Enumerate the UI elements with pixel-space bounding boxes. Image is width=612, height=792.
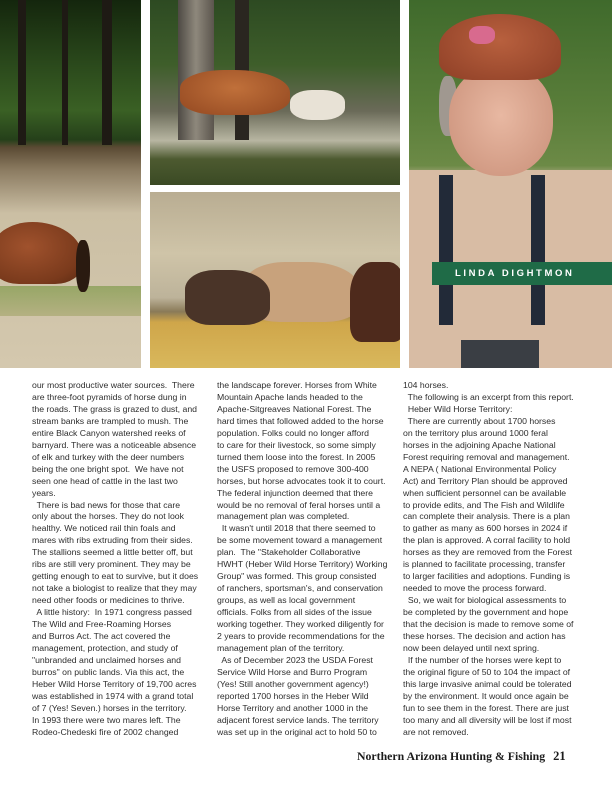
article-text-line: plan. The "Stakeholder Collaborative — [217, 547, 361, 558]
article-text-line: It wasn't until 2018 that there seemed to — [217, 523, 376, 534]
article-text-line: Service Wild Horse and Burro Program — [217, 666, 368, 677]
article-text-line: The stallions seemed a little better off, but — [32, 547, 193, 558]
article-text-line: was established in 1974 with a grand total — [32, 690, 194, 701]
chestnut-horse-and-foal-in-forest-photo — [150, 0, 400, 185]
article-text-line: of elk and turkey with the deer numbers — [32, 451, 185, 462]
article-text-line: mares with ribs extruding from their sides. — [32, 535, 193, 546]
article-text-line: are three-foot pyramids of horse dung in — [32, 391, 187, 402]
article-text-line: not take a biologist to realize that they may — [32, 583, 197, 594]
wild-horse-grazing-photo — [0, 0, 141, 368]
article-text-line: reported 1700 horses in the Heber Wild — [217, 690, 369, 701]
binocular-strap — [439, 175, 453, 325]
article-text-line: horses in the adjoining Apache National — [403, 439, 556, 450]
article-text-line: fun to see them in the forest. There are just — [403, 702, 569, 713]
article-text-line: the USFS proposed to remove 300-400 — [217, 463, 369, 474]
article-text-line: A NEPA ( National Environmental Policy — [403, 463, 557, 474]
article-text-line: hard times that followed added to the horse — [217, 415, 384, 426]
article-text-line: If the number of the horses were kept to — [403, 654, 562, 665]
article-text-line: of ranchers, sportsman's, and conservation — [217, 583, 383, 594]
tree-trunk — [62, 0, 68, 145]
page-number: 21 — [553, 749, 566, 763]
article-column-1 — [32, 380, 204, 739]
article-text-line: management, protection, and study of — [32, 642, 178, 653]
article-text-line: is planned to facilitate processing, transfer — [403, 559, 566, 570]
article-text-line: be completed by the government and hope — [403, 607, 569, 618]
article-text-line: the original figure of 50 to 104 the impact of — [403, 666, 571, 677]
article-text-line: and Burros Act. The act covered the — [32, 631, 171, 642]
article-text-line: be some movement toward a management — [217, 535, 383, 546]
white-foal-figure — [290, 90, 345, 120]
article-text-line: The following is an excerpt from this report. — [403, 391, 574, 402]
article-text-line: "unbranded and unclaimed horses and — [32, 654, 181, 665]
article-text-line: on the territory plus around 1000 feral — [403, 427, 548, 438]
article-text-line: healthy. We noticed rail thin foals and — [32, 523, 176, 534]
author-caption-banner — [432, 262, 612, 285]
article-text-line: by the environment. It would once again be — [403, 690, 569, 701]
article-text-line: burros" on public lands. Via this act, the — [32, 666, 185, 677]
article-text-line: our most productive water sources. There — [32, 380, 195, 390]
publication-name: Northern Arizona Hunting & Fishing — [357, 749, 546, 763]
article-text-line: would be no removal of feral horses until a — [217, 499, 381, 510]
author-name: LINDA DIGHTMON — [455, 268, 575, 279]
article-text-line: to gather as many as 600 horses in 2024 if — [403, 523, 568, 534]
article-text-line: adjacent forest service lands. The territory — [217, 714, 379, 725]
article-column-3 — [403, 380, 593, 739]
horses-at-water-hole-photo — [150, 192, 400, 368]
article-text-line: In 1993 there were two mares left. The — [32, 714, 181, 725]
article-text-line: to larger facilities and adoptions. Funding is — [403, 571, 571, 582]
article-text-line: the landscape forever. Horses from White — [217, 380, 377, 390]
article-text-line: Heber Wild Horse Territory of 19,700 acres — [32, 678, 197, 689]
article-text-line: to provide edits, and The Fish and Wildlife — [403, 499, 565, 510]
article-text-line: population. Folks could no longer afford — [217, 427, 369, 438]
article-text-line: was set up in the original act to hold 50 to — [217, 726, 377, 737]
article-text-line: Act) and Territory Plan should be approved — [403, 475, 568, 486]
article-text-line: There are currently about 1700 horses — [403, 415, 556, 426]
article-text-line: 104 horses. — [403, 380, 449, 390]
article-text-line: 2 years to provide recommendations for the — [217, 631, 385, 642]
article-text-line: stream banks are trampled to mush. The — [32, 415, 189, 426]
article-text-line: are not removed. — [403, 726, 469, 737]
article-text-line: There is bad news for those that care — [32, 499, 181, 510]
article-text-line: too many and all diversity will be lost if most — [403, 714, 572, 725]
chestnut-horse-figure — [180, 70, 290, 115]
article-text-line: entire Black Canyon watershed reeks of — [32, 427, 186, 438]
article-text-line: As of December 2023 the USDA Forest — [217, 654, 373, 665]
article-text-line: horses, but horse advocates took it to court. — [217, 475, 386, 486]
article-text-line: needed to move the process forward. — [403, 583, 547, 594]
article-text-line: Rodeo-Chedeski fire of 2002 changed — [32, 726, 179, 737]
article-text-line: management plan was completed. — [217, 511, 350, 522]
tree-trunk — [102, 0, 112, 145]
article-text-line: the plan is approved. A corral facility to hold — [403, 535, 571, 546]
article-text-line: turned them loose into the forest. In 2005 — [217, 451, 376, 462]
article-text-line: being the one bright spot. We have not — [32, 463, 184, 474]
article-text-line: that the decision is made to remove some of — [403, 619, 574, 630]
author-portrait-photo — [409, 0, 612, 368]
article-text-line: horses as they are removed from the Forest — [403, 547, 572, 558]
article-text-line: management plan of the territory. — [217, 642, 345, 653]
article-text-line: when sufficient personnel can be available — [403, 487, 567, 498]
article-text-line: Apache-Sitgreaves National Forest. The — [217, 403, 372, 414]
page-footer — [357, 749, 566, 764]
binocular-strap — [531, 175, 545, 325]
article-text-line: can complete their analysis. There is a plan — [403, 511, 570, 522]
cap — [439, 14, 561, 80]
article-text-line: The Wild and Free-Roaming Horses — [32, 619, 172, 630]
grass-patch — [0, 286, 141, 316]
article-text-line: Heber Wild Horse Territory: — [403, 403, 513, 414]
article-text-line: Horse Territory and another 1000 in the — [217, 702, 368, 713]
article-text-line: now been delayed until next spring. — [403, 642, 540, 653]
article-text-line: to care for their livestock, so some simply — [217, 439, 376, 450]
article-text-line: working together. They worked diligently for — [217, 619, 384, 630]
article-text-line: Group" was formed. This group consisted — [217, 571, 377, 582]
article-text-line: only about the horses. They do not look — [32, 511, 184, 522]
tree-trunk — [18, 0, 26, 145]
article-text-line: officials. Folks from all sides of the issue — [217, 607, 372, 618]
article-text-line: groups, as well as local government — [217, 595, 356, 606]
article-text-line: the roads. The grass is grazed to dust, and — [32, 403, 197, 414]
cap-logo-icon — [469, 26, 495, 44]
article-text-line: need other foods or medicines to thrive. — [32, 595, 185, 606]
article-text-line: A little history: In 1971 congress passed — [32, 607, 192, 618]
article-text-line: barnyard. There was a noticeable absence — [32, 439, 197, 450]
horse-figure — [0, 222, 82, 284]
dark-foal-figure — [185, 270, 270, 325]
article-text-line: years. — [32, 487, 56, 498]
article-column-2 — [217, 380, 397, 739]
article-text-line: these horses. The decision and action has — [403, 631, 566, 642]
face — [449, 66, 553, 176]
binoculars-icon — [461, 340, 539, 368]
article-text-line: (Yes! Still another government agency!) — [217, 678, 369, 689]
article-text-line: seen one head of cattle in the last two — [32, 475, 178, 486]
article-text-line: Forest requiring removal and management. — [403, 451, 570, 462]
bay-horse-figure — [350, 262, 400, 342]
article-text-line: HWHT (Heber Wild Horse Territory) Working — [217, 559, 388, 570]
article-text-line: this large invasive animal could be tolerated — [403, 678, 572, 689]
article-text-line: ribs are still very prominent. They may be — [32, 559, 191, 570]
article-text-line: So, we wait for biological assessments to — [403, 595, 567, 606]
article-text-line: Mountain Apache lands headed to the — [217, 391, 363, 402]
article-text-line: getting enough to eat to survive, but it does — [32, 571, 199, 582]
article-text-line: of 7 (Yes! Seven.) horses in the territory. — [32, 702, 187, 713]
article-text-line: The federal injunction deemed that there — [217, 487, 373, 498]
horse-tail — [76, 240, 90, 292]
